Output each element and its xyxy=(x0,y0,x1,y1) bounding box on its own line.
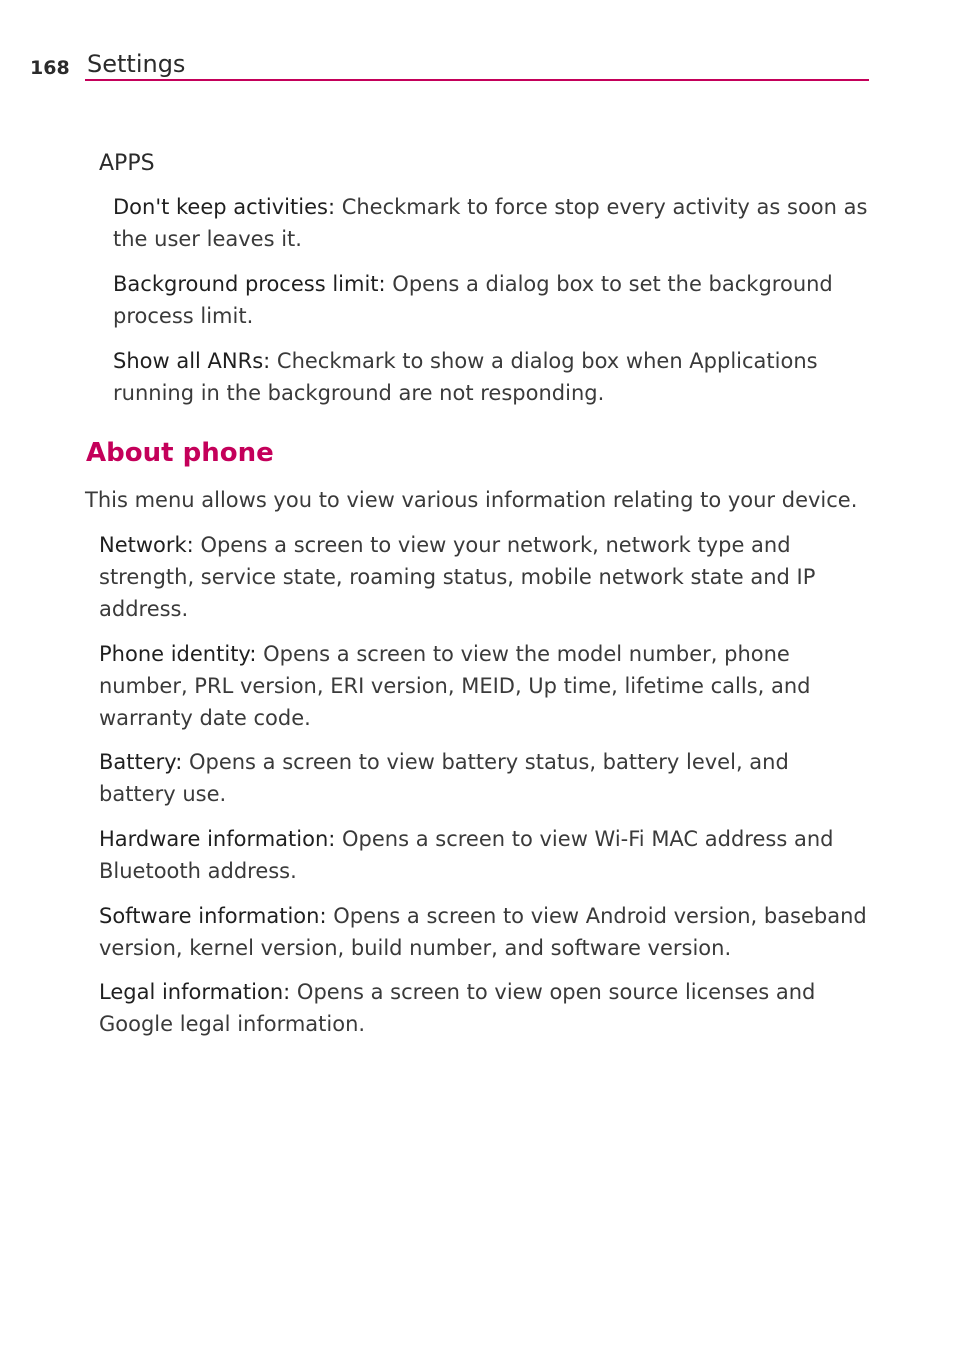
item-term: Don't keep activities: xyxy=(113,195,336,219)
apps-subheading: APPS xyxy=(99,151,155,176)
item-description: Opens a dialog box to set the background process limit. xyxy=(113,272,833,328)
item-term: Network: xyxy=(99,533,194,557)
page-header xyxy=(0,0,954,90)
page-number: 168 xyxy=(30,57,70,79)
apps-item-dont-keep-activities xyxy=(113,191,873,255)
about-item-phone-identity xyxy=(99,638,869,734)
item-term: Battery: xyxy=(99,750,183,774)
item-term: Background process limit: xyxy=(113,272,386,296)
item-description: Checkmark to force stop every activity as soon as the user leaves it. xyxy=(113,195,868,251)
apps-item-background-process-limit xyxy=(113,268,873,332)
about-item-hardware-information xyxy=(99,823,869,887)
item-description: Opens a screen to view open source licenses and Google legal information. xyxy=(99,980,816,1036)
item-description: Checkmark to show a dialog box when Applications running in the background are not responding. xyxy=(113,349,818,405)
about-phone-heading: About phone xyxy=(86,438,274,468)
item-description: Opens a screen to view Wi-Fi MAC address and Bluetooth address. xyxy=(99,827,834,883)
item-description: Opens a screen to view battery status, battery level, and battery use. xyxy=(99,750,789,806)
item-description: Opens a screen to view your network, network type and strength, service state, roaming status, mobile network state and IP address. xyxy=(99,533,816,621)
item-term: Legal information: xyxy=(99,980,291,1004)
item-description: Opens a screen to view the model number, phone number, PRL version, ERI version, MEID, Up time, lifetime calls, and warranty date code. xyxy=(99,642,811,730)
about-item-legal-information xyxy=(99,976,869,1040)
section-title: Settings xyxy=(87,50,186,78)
about-item-network xyxy=(99,529,869,625)
about-phone-intro: This menu allows you to view various information relating to your device. xyxy=(85,488,858,512)
apps-item-show-all-anrs xyxy=(113,345,873,409)
item-description: Opens a screen to view Android version, baseband version, kernel version, build number, and software version. xyxy=(99,904,867,960)
about-item-software-information xyxy=(99,900,869,964)
about-item-battery xyxy=(99,746,869,810)
item-term: Phone identity: xyxy=(99,642,257,666)
item-term: Hardware information: xyxy=(99,827,336,851)
header-divider xyxy=(85,79,869,81)
item-term: Software information: xyxy=(99,904,327,928)
item-term: Show all ANRs: xyxy=(113,349,271,373)
